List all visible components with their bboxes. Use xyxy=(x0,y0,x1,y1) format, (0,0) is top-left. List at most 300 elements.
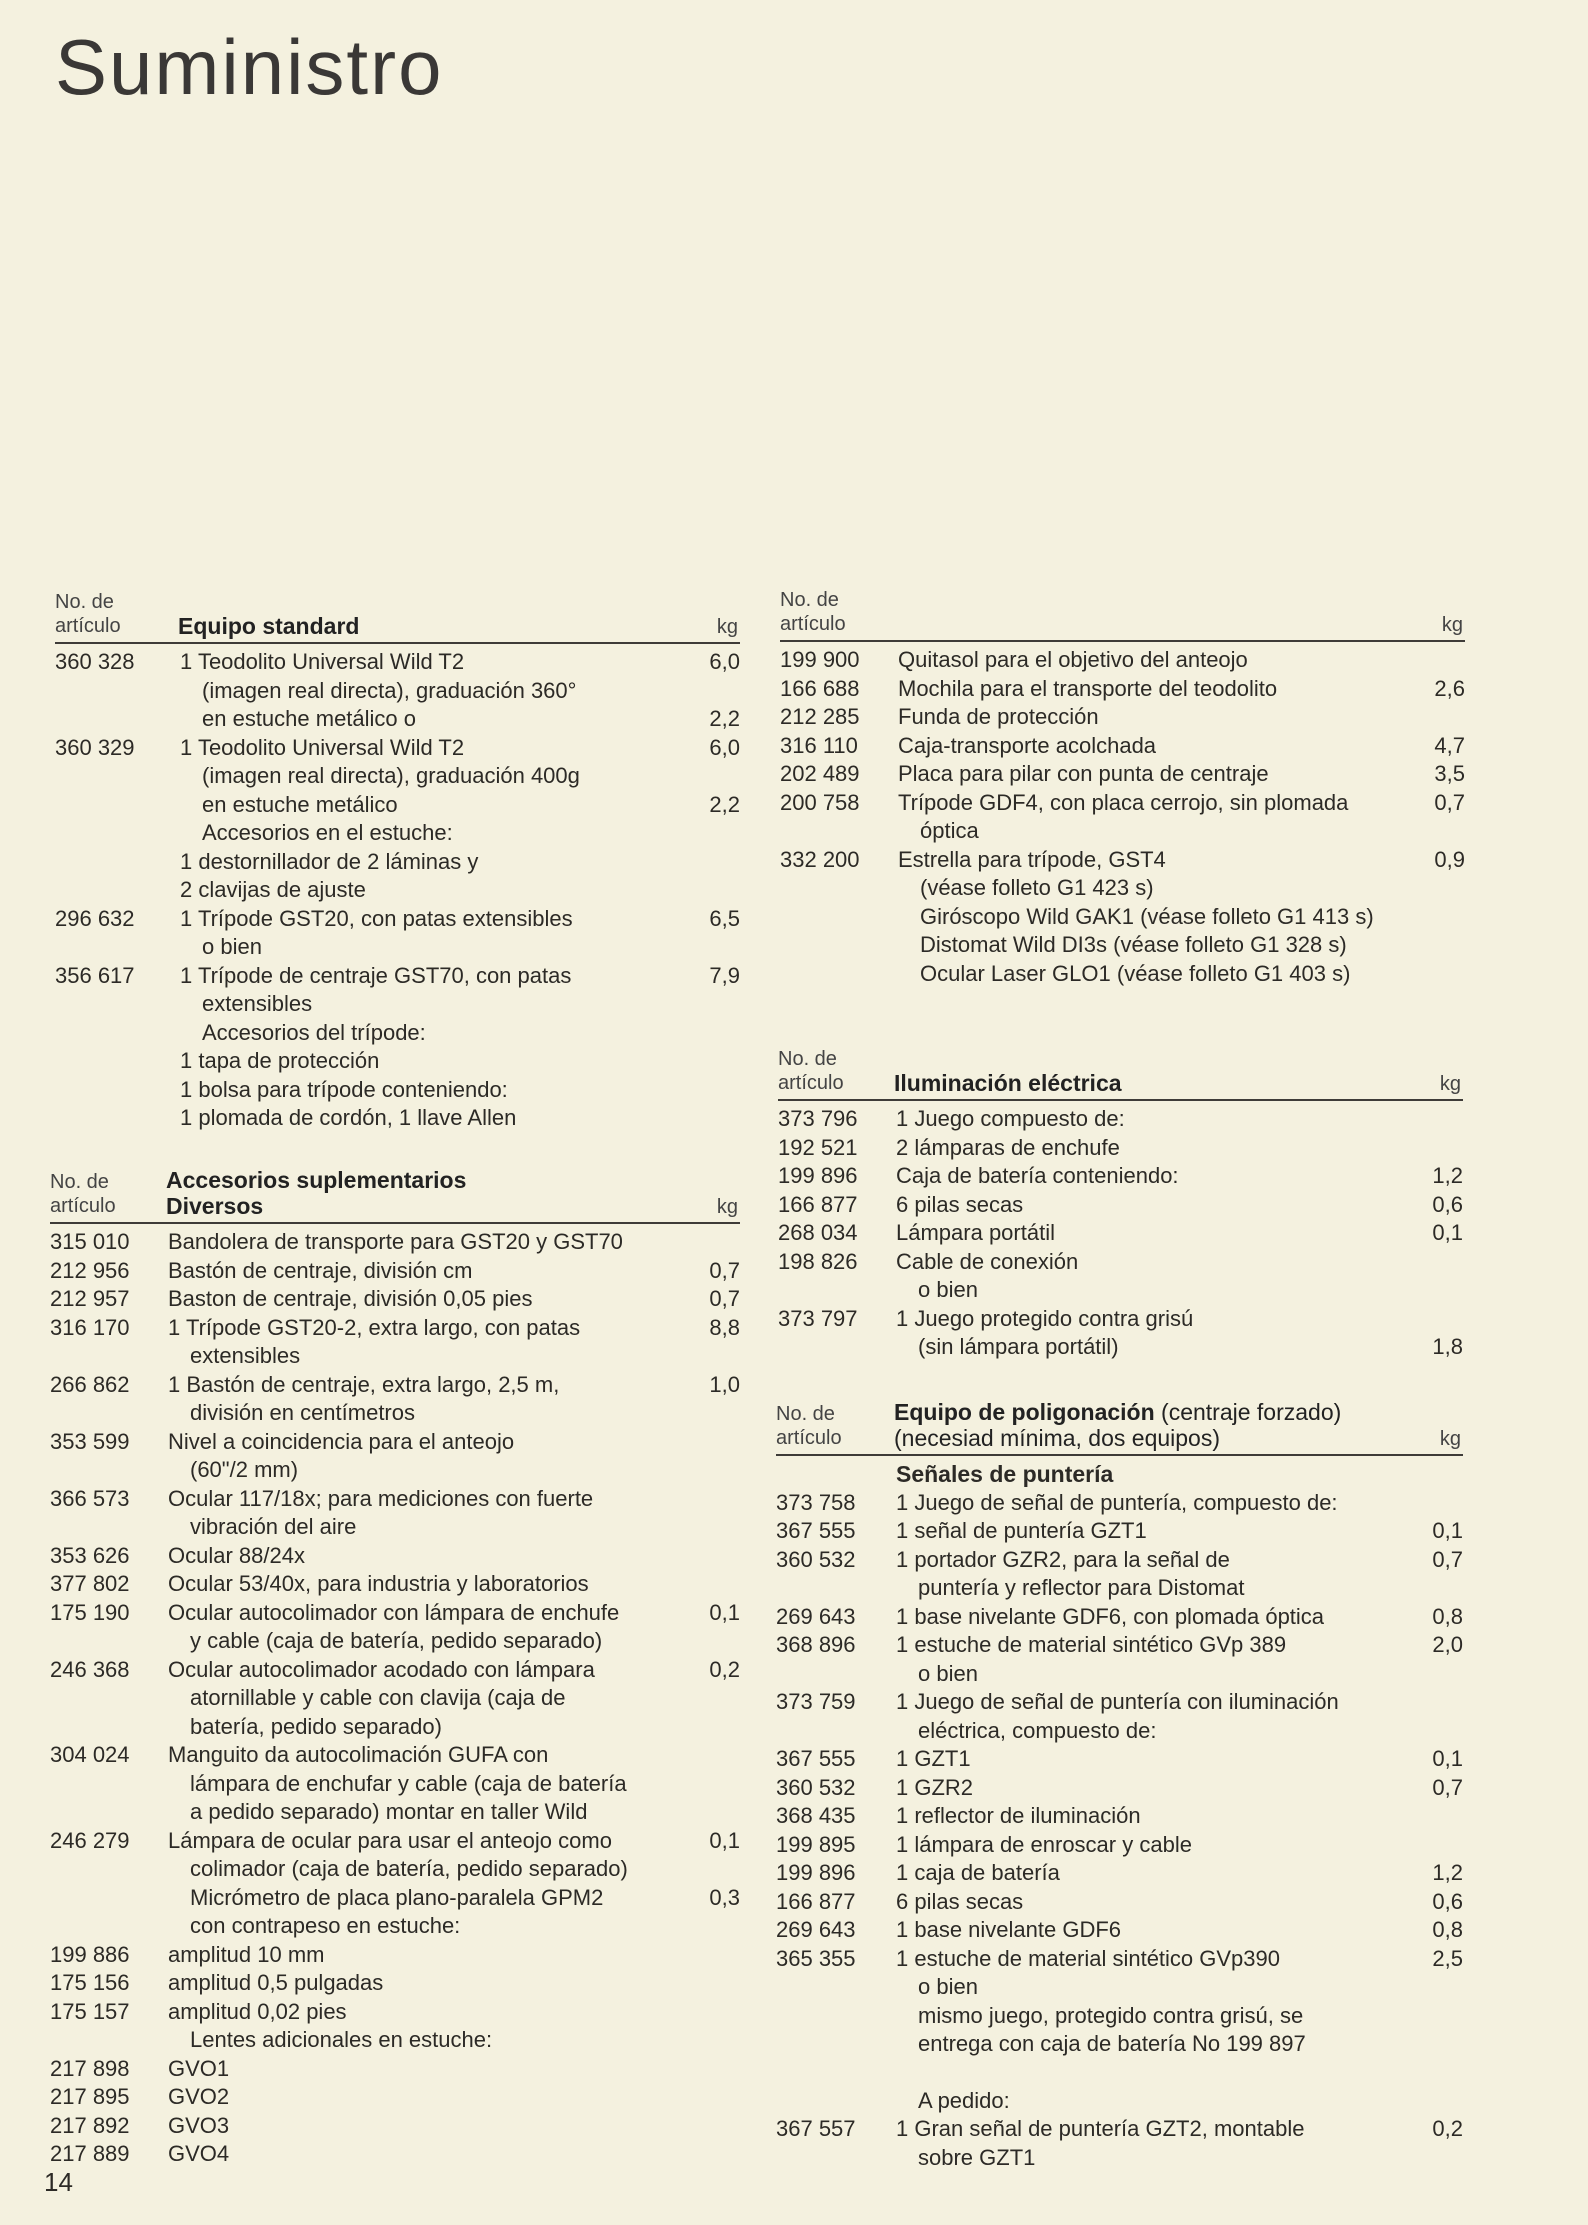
section-heading xyxy=(166,1167,466,1219)
item-description: 1 base nivelante GDF6 xyxy=(896,1917,1122,1942)
item-description: 1 Juego de señal de puntería, compuesto de: xyxy=(896,1489,1338,1515)
item-description: Placa para pilar con punta de centraje xyxy=(898,761,1269,786)
table-row xyxy=(776,1973,1463,2002)
item-description: Bastón de centraje, división cm xyxy=(168,1257,473,1283)
weight-kg xyxy=(1407,1276,1463,1305)
item-description: 1 Juego protegido contra grisú xyxy=(896,1305,1194,1331)
column-label-articulo xyxy=(780,588,1465,636)
weight-kg xyxy=(1407,2087,1463,2116)
table-row xyxy=(776,1745,1463,1774)
article-number xyxy=(776,2144,896,2173)
article-number xyxy=(776,1660,896,1689)
article-number: 217 895 xyxy=(50,2084,130,2109)
table-row xyxy=(778,1105,1463,1134)
article-number: 166 877 xyxy=(778,1191,858,1217)
item-description: Accesorios en el estuche: xyxy=(202,820,453,845)
weight-kg xyxy=(684,2055,740,2084)
weight-kg xyxy=(684,1399,740,1428)
item-description xyxy=(896,2059,1407,2087)
item-description: 1 estuche de material sintético GVp390 xyxy=(896,1945,1281,1971)
item-description: 1 Bastón de centraje, extra largo, 2,5 m, xyxy=(168,1371,560,1397)
table-row xyxy=(776,1774,1463,1803)
weight-kg: 4,7 xyxy=(1434,732,1465,758)
section-rows xyxy=(780,642,1465,988)
weight-kg: 0,7 xyxy=(1432,1774,1463,1800)
table-row xyxy=(50,1684,740,1713)
article-number: 266 862 xyxy=(50,1371,130,1397)
weight-kg: 1,8 xyxy=(1432,1334,1463,1359)
article-number: 368 435 xyxy=(776,1803,856,1828)
article-number: 246 368 xyxy=(50,1656,130,1682)
table-row xyxy=(50,2140,740,2169)
weight-kg: 1,2 xyxy=(1432,1860,1463,1885)
article-number xyxy=(55,1104,180,1133)
table-row xyxy=(776,1888,1463,1917)
weight-kg xyxy=(1407,1574,1463,1603)
weight-kg xyxy=(1407,1305,1463,1334)
weight-kg: 0,1 xyxy=(709,1827,740,1853)
article-number: 212 956 xyxy=(50,1257,130,1283)
article-number xyxy=(50,1798,168,1827)
item-description: Lámpara de ocular para usar el anteojo como xyxy=(168,1827,612,1853)
item-description: 1 caja de batería xyxy=(896,1860,1060,1885)
item-description: Ocular Laser GLO1 (véase folleto G1 403 s) xyxy=(920,960,1351,986)
item-description: (véase folleto G1 423 s) xyxy=(920,875,1154,900)
article-number: 360 328 xyxy=(55,649,135,674)
article-number: 217 892 xyxy=(50,2112,130,2138)
item-description: 1 base nivelante GDF6, con plomada óptica xyxy=(896,1603,1325,1629)
item-description: en estuche metálico xyxy=(202,791,398,817)
weight-kg: 0,6 xyxy=(1432,1191,1463,1217)
weight-kg: 2,2 xyxy=(709,791,740,817)
column-label-line: artículo xyxy=(776,1427,842,1449)
weight-kg xyxy=(1407,2002,1463,2031)
article-number: 212 957 xyxy=(50,1286,130,1311)
weight-kg xyxy=(684,1342,740,1371)
column-label-line: artículo xyxy=(778,1072,844,1094)
article-number xyxy=(776,1460,896,1489)
weight-kg xyxy=(684,1770,740,1799)
article-number xyxy=(50,1627,168,1656)
section-heading-suffix: (centraje forzado) xyxy=(1154,1399,1342,1425)
item-description: 1 tapa de protección xyxy=(180,1048,380,1073)
item-description: lámpara de enchufar y cable (caja de batería xyxy=(190,1770,627,1796)
table-row xyxy=(776,1688,1463,1717)
article-number: 199 900 xyxy=(780,647,860,672)
table-row xyxy=(780,931,1465,960)
article-number xyxy=(55,848,180,877)
article-number: 365 355 xyxy=(776,1945,856,1971)
weight-kg xyxy=(1407,1660,1463,1689)
weight-kg xyxy=(684,933,740,962)
weight-kg: 0,8 xyxy=(1432,1603,1463,1629)
table-row xyxy=(780,760,1465,789)
item-description: o bien xyxy=(202,934,262,959)
table-row xyxy=(50,1827,740,1856)
table-row xyxy=(780,817,1465,846)
table-row xyxy=(55,1076,740,1105)
article-number: 367 555 xyxy=(776,1746,856,1771)
item-description: Cable de conexión xyxy=(896,1248,1079,1274)
weight-kg: 0,1 xyxy=(1432,1746,1463,1771)
weight-kg xyxy=(684,2112,740,2141)
table-row xyxy=(776,1631,1463,1660)
column-label-line: No. de xyxy=(780,589,839,611)
item-description: Distomat Wild DI3s (véase folleto G1 328 s) xyxy=(920,932,1347,957)
item-description: Ocular 53/40x, para industria y laboratorios xyxy=(168,1571,589,1596)
weight-kg xyxy=(684,677,740,706)
weight-kg xyxy=(1409,646,1465,675)
table-row xyxy=(50,1855,740,1884)
item-description: Mochila para el transporte del teodolito xyxy=(898,675,1278,701)
item-description: GVO4 xyxy=(168,2141,230,2166)
table-row xyxy=(50,1485,740,1514)
section-heading-line: Equipo standard xyxy=(178,613,360,639)
section-header xyxy=(778,1047,1463,1101)
section-equipo-standard xyxy=(55,590,740,1133)
table-row xyxy=(776,1574,1463,1603)
item-description: 6 pilas secas xyxy=(896,1888,1024,1914)
article-number: 166 688 xyxy=(780,675,860,701)
weight-kg: 0,7 xyxy=(1434,789,1465,815)
item-description: (imagen real directa), graduación 400g xyxy=(202,763,580,788)
table-row xyxy=(55,791,740,820)
weight-kg: 6,5 xyxy=(709,905,740,931)
section-heading-line: Equipo de poligonación (centraje forzado) xyxy=(894,1399,1342,1425)
section-heading-line: Iluminación eléctrica xyxy=(894,1070,1122,1096)
item-description: Ocular 88/24x xyxy=(168,1542,305,1568)
weight-kg: 0,7 xyxy=(709,1286,740,1311)
weight-kg xyxy=(684,1798,740,1827)
article-number xyxy=(55,677,180,706)
table-row xyxy=(778,1219,1463,1248)
kg-column-label: kg xyxy=(1439,1073,1461,1095)
item-description: 1 lámpara de enroscar y cable xyxy=(896,1831,1192,1857)
item-description: atornillable y cable con clavija (caja de xyxy=(190,1685,566,1710)
weight-kg: 0,2 xyxy=(709,1656,740,1682)
table-row xyxy=(780,732,1465,761)
item-description: óptica xyxy=(920,818,979,843)
article-number xyxy=(780,960,898,989)
item-description: sobre GZT1 xyxy=(918,2144,1036,2170)
table-row xyxy=(780,874,1465,903)
item-description: Micrómetro de placa plano-paralela GPM2 xyxy=(190,1884,604,1910)
article-number: 212 285 xyxy=(780,704,860,729)
section-header xyxy=(50,1167,740,1224)
item-description: mismo juego, protegido contra grisú, se xyxy=(918,2002,1304,2028)
table-row xyxy=(50,1969,740,1998)
item-description: 1 portador GZR2, para la señal de xyxy=(896,1546,1230,1572)
article-number: 166 877 xyxy=(776,1888,856,1914)
weight-kg: 1,2 xyxy=(1432,1163,1463,1188)
weight-kg xyxy=(1409,903,1465,932)
item-description: 1 GZT1 xyxy=(896,1746,971,1771)
item-description: colimador (caja de batería, pedido separado) xyxy=(190,1856,628,1881)
weight-kg xyxy=(1409,703,1465,732)
weight-kg xyxy=(684,1542,740,1571)
article-number xyxy=(50,1855,168,1884)
item-description: 1 GZR2 xyxy=(896,1774,974,1800)
weight-kg xyxy=(684,1513,740,1542)
weight-kg xyxy=(684,819,740,848)
item-description: 6 pilas secas xyxy=(896,1191,1024,1217)
table-row xyxy=(776,2087,1463,2116)
column-label-line: No. de xyxy=(776,1403,835,1425)
article-number xyxy=(55,876,180,905)
table-row xyxy=(776,1460,1463,1489)
article-number: 175 156 xyxy=(50,1970,130,1995)
weight-kg: 8,8 xyxy=(709,1314,740,1340)
section-rows xyxy=(55,644,740,1133)
table-row xyxy=(778,1162,1463,1191)
weight-kg xyxy=(684,1941,740,1970)
section-accesorios-suplementarios xyxy=(50,1167,740,2169)
weight-kg xyxy=(684,1713,740,1742)
section-header xyxy=(780,588,1465,642)
article-number xyxy=(55,762,180,791)
table-row xyxy=(50,2026,740,2055)
weight-kg xyxy=(684,1684,740,1713)
table-row xyxy=(776,1546,1463,1575)
table-row xyxy=(776,2002,1463,2031)
article-number: 366 573 xyxy=(50,1485,130,1511)
article-number xyxy=(776,2030,896,2059)
kg-column-label: kg xyxy=(716,1196,738,1218)
section-iluminacion-electrica xyxy=(778,1047,1463,1362)
article-number: 377 802 xyxy=(50,1571,130,1596)
table-row xyxy=(55,819,740,848)
column-label-line: No. de xyxy=(55,591,114,613)
item-description: amplitud 0,02 pies xyxy=(168,1998,347,2024)
item-description: 1 bolsa para trípode conteniendo: xyxy=(180,1076,508,1102)
article-number: 373 759 xyxy=(776,1689,856,1714)
article-number: 269 643 xyxy=(776,1917,856,1942)
weight-kg: 0,7 xyxy=(709,1257,740,1283)
section-rows xyxy=(50,1224,740,2169)
weight-kg xyxy=(684,1741,740,1770)
weight-kg xyxy=(1409,817,1465,846)
weight-kg: 0,9 xyxy=(1434,846,1465,872)
item-description: o bien xyxy=(918,1974,978,1999)
weight-kg: 6,0 xyxy=(709,649,740,674)
table-row xyxy=(55,1019,740,1048)
item-description: Quitasol para el objetivo del anteojo xyxy=(898,647,1248,672)
table-row xyxy=(55,734,740,763)
weight-kg xyxy=(684,1485,740,1514)
item-description: Señales de puntería xyxy=(896,1461,1114,1487)
weight-kg: 0,1 xyxy=(1432,1220,1463,1245)
table-row xyxy=(778,1248,1463,1277)
table-row xyxy=(50,2112,740,2141)
item-description: Estrella para trípode, GST4 xyxy=(898,846,1166,872)
weight-kg: 2,2 xyxy=(709,706,740,731)
item-description: Funda de protección xyxy=(898,704,1099,729)
weight-kg: 7,9 xyxy=(709,962,740,988)
item-description: 2 lámparas de enchufe xyxy=(896,1134,1120,1160)
article-number: 175 157 xyxy=(50,1998,130,2024)
item-description: 1 Juego de señal de puntería con iluminación xyxy=(896,1689,1339,1714)
article-number: 199 896 xyxy=(776,1860,856,1885)
section-equipo-poligonacion xyxy=(776,1399,1463,2172)
table-row xyxy=(776,1802,1463,1831)
article-number xyxy=(780,874,898,903)
table-row xyxy=(55,933,740,962)
section-accesorios-continued xyxy=(780,588,1465,988)
article-number xyxy=(50,1684,168,1713)
article-number: 332 200 xyxy=(780,846,860,872)
weight-kg xyxy=(684,2083,740,2112)
section-rows xyxy=(778,1101,1463,1362)
item-description: (imagen real directa), graduación 360° xyxy=(202,677,577,703)
weight-kg xyxy=(1407,1831,1463,1860)
item-description: 1 señal de puntería GZT1 xyxy=(896,1518,1147,1543)
weight-kg xyxy=(1407,1248,1463,1277)
item-description: 1 reflector de iluminación xyxy=(896,1803,1141,1828)
article-number: 373 797 xyxy=(778,1305,858,1331)
item-description: GVO2 xyxy=(168,2084,230,2109)
article-number: 315 010 xyxy=(50,1229,130,1254)
weight-kg: 0,1 xyxy=(709,1599,740,1625)
table-row xyxy=(776,1831,1463,1860)
article-number: 199 886 xyxy=(50,1941,130,1967)
section-heading-line: Diversos xyxy=(166,1193,264,1219)
table-row xyxy=(50,1998,740,2027)
item-description: 1 Gran señal de puntería GZT2, montable xyxy=(896,2116,1305,2141)
item-description: Ocular autocolimador acodado con lámpara xyxy=(168,1656,595,1682)
kg-column-label: kg xyxy=(1441,614,1463,636)
table-row xyxy=(55,762,740,791)
article-number: 368 896 xyxy=(776,1632,856,1657)
weight-kg xyxy=(1409,960,1465,989)
weight-kg xyxy=(1407,1802,1463,1831)
weight-kg: 0,1 xyxy=(1432,1518,1463,1543)
article-number: 316 110 xyxy=(780,732,858,758)
article-number xyxy=(778,1333,896,1362)
table-row xyxy=(50,1513,740,1542)
weight-kg xyxy=(684,990,740,1019)
table-row xyxy=(55,705,740,734)
table-row xyxy=(55,1104,740,1133)
table-row xyxy=(776,1489,1463,1518)
article-number xyxy=(55,990,180,1019)
article-number xyxy=(780,931,898,960)
weight-kg: 1,0 xyxy=(709,1371,740,1397)
article-number xyxy=(778,1276,896,1305)
table-row xyxy=(776,2115,1463,2144)
item-description: y cable (caja de batería, pedido separado) xyxy=(190,1628,603,1653)
weight-kg xyxy=(1409,874,1465,903)
weight-kg xyxy=(684,876,740,905)
weight-kg: 2,0 xyxy=(1432,1632,1463,1657)
weight-kg xyxy=(1409,931,1465,960)
table-row xyxy=(780,646,1465,675)
table-row xyxy=(50,1456,740,1485)
table-row xyxy=(50,1570,740,1599)
section-heading-line: (necesiad mínima, dos equipos) xyxy=(894,1425,1220,1451)
table-row xyxy=(55,648,740,677)
weight-kg xyxy=(684,1969,740,1998)
article-number xyxy=(50,2026,168,2055)
table-row xyxy=(50,1542,740,1571)
table-row xyxy=(778,1191,1463,1220)
table-row xyxy=(50,1770,740,1799)
item-description: amplitud 10 mm xyxy=(168,1941,325,1967)
article-number: 199 896 xyxy=(778,1163,858,1188)
page-title: Suministro xyxy=(55,23,444,111)
weight-kg xyxy=(1407,1688,1463,1717)
article-number: 360 329 xyxy=(55,734,135,760)
weight-kg xyxy=(684,1076,740,1105)
column-label-articulo xyxy=(55,590,740,638)
article-number: 367 557 xyxy=(776,2116,856,2141)
item-description: 1 Trípode GST20, con patas extensibles xyxy=(180,905,573,931)
weight-kg xyxy=(1407,1460,1463,1489)
item-description: Caja de batería conteniendo: xyxy=(896,1163,1179,1188)
section-heading xyxy=(178,613,359,639)
article-number: 246 279 xyxy=(50,1827,130,1853)
item-description: extensibles xyxy=(202,991,313,1016)
article-number: 217 889 xyxy=(50,2141,130,2166)
article-number xyxy=(776,1973,896,2002)
table-row xyxy=(778,1305,1463,1334)
item-description: Lámpara portátil xyxy=(896,1220,1055,1245)
article-number: 198 826 xyxy=(778,1248,858,1274)
article-number xyxy=(50,1513,168,1542)
table-row xyxy=(55,876,740,905)
item-description: Lentes adicionales en estuche: xyxy=(190,2027,493,2052)
article-number xyxy=(776,2002,896,2031)
weight-kg: 6,0 xyxy=(709,734,740,760)
article-number: 356 617 xyxy=(55,962,135,988)
item-description: vibración del aire xyxy=(190,1514,357,1539)
item-description: Ocular autocolimador con lámpara de enchufe xyxy=(168,1599,620,1625)
weight-kg xyxy=(684,1627,740,1656)
weight-kg: 0,8 xyxy=(1432,1917,1463,1942)
table-row xyxy=(776,2030,1463,2059)
item-description: eléctrica, compuesto de: xyxy=(918,1717,1157,1743)
article-number xyxy=(776,1717,896,1746)
table-row xyxy=(776,2059,1463,2087)
table-row xyxy=(776,1517,1463,1546)
item-description: Baston de centraje, división 0,05 pies xyxy=(168,1286,533,1311)
weight-kg xyxy=(684,1104,740,1133)
table-row xyxy=(776,2144,1463,2173)
weight-kg: 2,5 xyxy=(1432,1945,1463,1971)
table-row xyxy=(50,1257,740,1286)
table-row xyxy=(780,703,1465,732)
table-row xyxy=(780,675,1465,704)
item-description: Caja-transporte acolchada xyxy=(898,732,1157,758)
column-label-line: No. de xyxy=(778,1048,837,1070)
weight-kg xyxy=(1407,1973,1463,2002)
article-number xyxy=(50,1399,168,1428)
column-label-line: artículo xyxy=(55,615,121,637)
table-row xyxy=(55,962,740,991)
article-number xyxy=(50,1770,168,1799)
section-heading xyxy=(894,1399,1341,1451)
item-description: puntería y reflector para Distomat xyxy=(918,1575,1245,1600)
article-number: 373 796 xyxy=(778,1106,858,1131)
article-number xyxy=(55,819,180,848)
weight-kg xyxy=(684,2140,740,2169)
item-description: Manguito da autocolimación GUFA con xyxy=(168,1742,549,1767)
item-description: 1 Teodolito Universal Wild T2 xyxy=(180,649,465,674)
table-row xyxy=(50,1228,740,1257)
page-number: 14 xyxy=(44,2167,73,2197)
item-description: Trípode GDF4, con placa cerrojo, sin plomada xyxy=(898,789,1349,815)
kg-column-label: kg xyxy=(716,616,738,638)
table-row xyxy=(776,1859,1463,1888)
